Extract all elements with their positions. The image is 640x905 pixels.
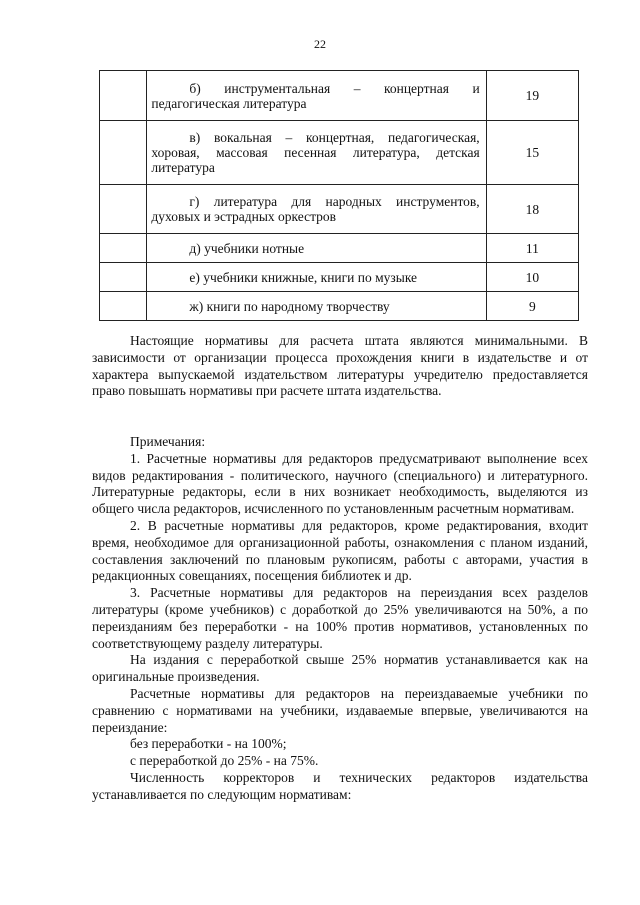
table-cell-name: е) учебники книжные, книги по музыке	[147, 263, 486, 292]
norms-table	[99, 70, 579, 321]
note-4: На издания с переработкой свыше 25% норматив устанавливается как на оригинальные произведения.	[92, 652, 588, 685]
table-cell-value: 19	[486, 71, 578, 121]
table-row	[100, 185, 579, 234]
note-1: 1. Расчетные нормативы для редакторов предусматривают выполнение всех видов редактирования - политического, научного (специального) и литературного. Литературные редакторы, если в них возникает необходимость, выделяются из общего числа редакторов, исчисленного по установленным расчетным нормативам.	[92, 450, 588, 517]
note-item-2: с переработкой до 25% - на 75%.	[130, 753, 319, 769]
intro-paragraph: Настоящие нормативы для расчета штата являются минимальными. В зависимости от организации процесса прохождения книги в издательстве и от характера выпускаемой издательством литературы учредителю предоставляется право повышать нормативы при расчете штата издательства.	[92, 333, 588, 399]
table-cell-value: 15	[486, 121, 578, 185]
note-2: 2. В расчетные нормативы для редакторов, кроме редактирования, входит время, необходимое для организационной работы, ознакомления с планом изданий, составления заключений по плановым рукописям, работы с авторами, участия в редакционных совещаниях, посещения библиотек и др.	[92, 517, 588, 584]
page-number: 22	[314, 37, 326, 51]
table-cell-empty	[100, 71, 147, 121]
table-row	[100, 71, 579, 121]
table-cell-value: 9	[486, 292, 578, 321]
table-cell-name: б) инструментальная – концертная и педагогическая литература	[147, 71, 486, 121]
table-cell-value: 11	[486, 234, 578, 263]
table-row	[100, 234, 579, 263]
table-cell-name: д) учебники нотные	[147, 234, 486, 263]
table-cell-empty	[100, 121, 147, 185]
notes-block	[92, 434, 588, 804]
table-cell-empty	[100, 185, 147, 234]
table-row	[100, 263, 579, 292]
note-3: 3. Расчетные нормативы для редакторов на переиздания всех разделов литературы (кроме учебников) с доработкой до 25% увеличиваются на 50%, а по переизданиям без переработки - на 100% против нормативов, установленных по соответствующему разделу литературы.	[92, 585, 588, 651]
table-cell-value: 10	[486, 263, 578, 292]
table-cell-value: 18	[486, 185, 578, 234]
note-item-1: без переработки - на 100%;	[130, 736, 287, 752]
closing-paragraph: Численность корректоров и технических редакторов издательства устанавливается по следующим нормативам:	[92, 769, 588, 802]
table-cell-empty	[100, 263, 147, 292]
table-cell-name: г) литература для народных инструментов, духовых и эстрадных оркестров	[147, 185, 486, 234]
intro-paragraph-block	[92, 333, 588, 400]
table-cell-empty	[100, 234, 147, 263]
table-row	[100, 121, 579, 185]
table-cell-name: ж) книги по народному творчеству	[147, 292, 486, 321]
table-cell-name: в) вокальная – концертная, педагогическая, хоровая, массовая песенная литература, детская литература	[147, 121, 486, 185]
notes-heading: Примечания:	[130, 434, 206, 449]
table-cell-empty	[100, 292, 147, 321]
note-5: Расчетные нормативы для редакторов на переиздаваемые учебники по сравнению с нормативами на учебники, издаваемые впервые, увеличиваются на переиздание:	[92, 685, 588, 735]
table-row	[100, 292, 579, 321]
